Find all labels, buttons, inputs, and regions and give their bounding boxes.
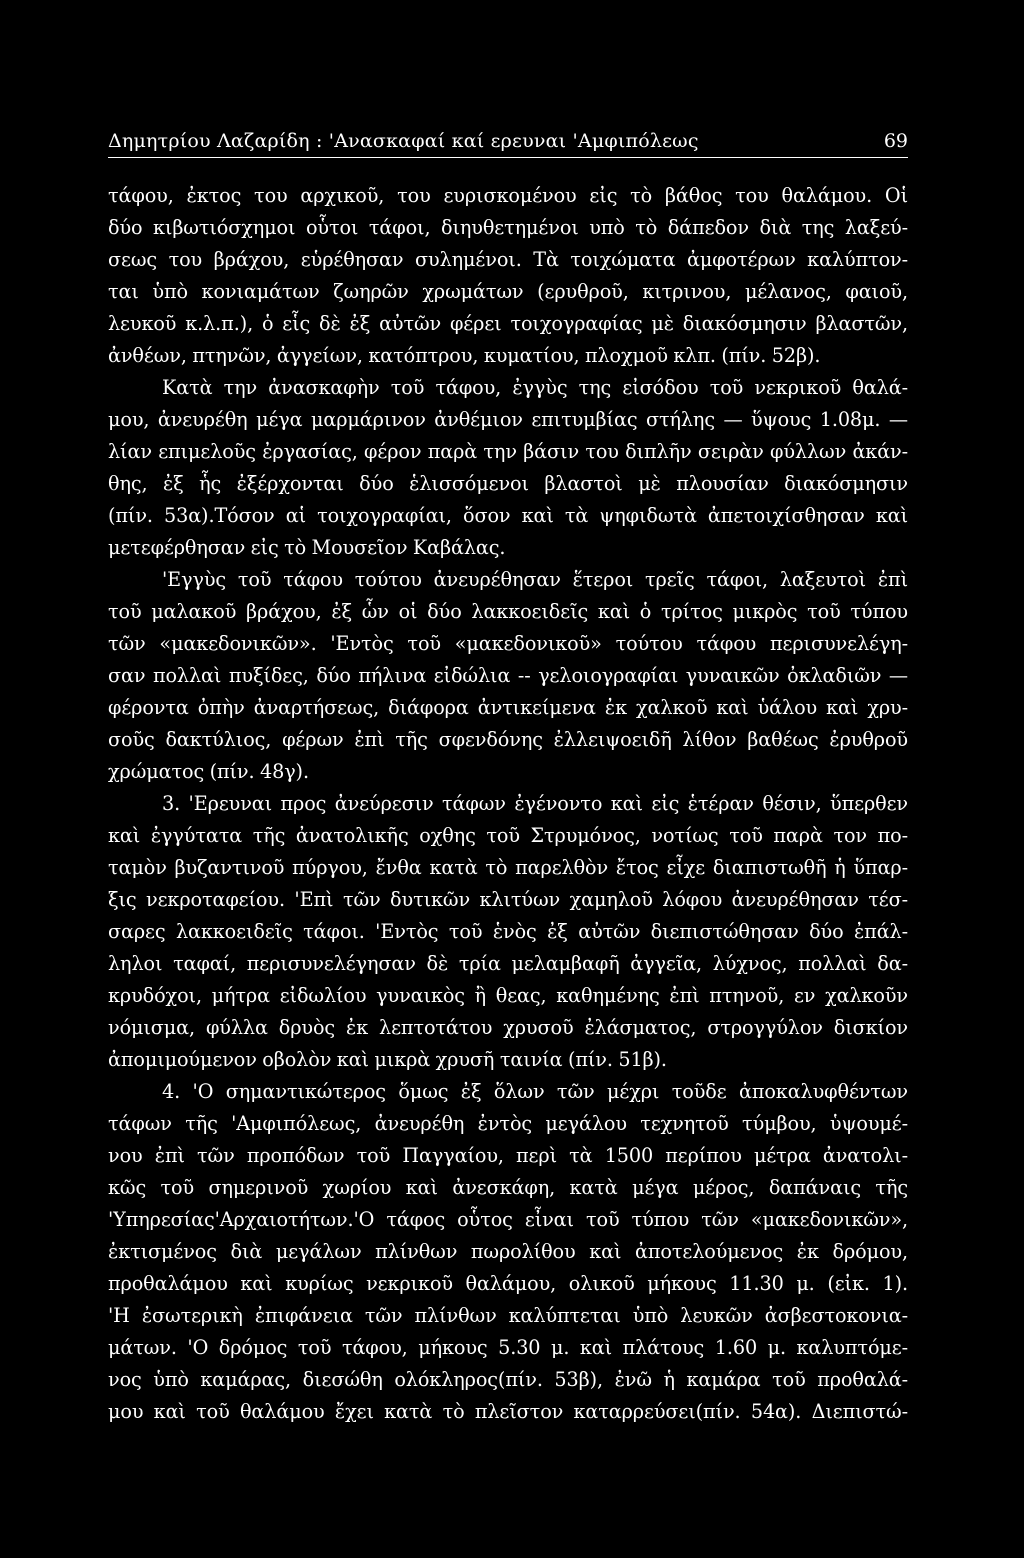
text-line: 4. 'Ο σημαντικώτερος ὅμως ἐξ ὅλων τῶν μέχρι τοῦδε ἀποκαλυφθέντων	[162, 1080, 908, 1103]
text-line: τάφων τῆς 'Αμφιπόλεως, ἀνευρέθη ἐντὸς μεγάλου τεχνητοῦ τύμβου, ὑψουμέ-	[108, 1112, 908, 1135]
text-line: Κατὰ την ἀνασκαφὴν τοῦ τάφου, ἐγγὺς της εἰσόδου τοῦ νεκρικοῦ θαλά-	[162, 376, 908, 399]
text-line: σεως του βράχου, εὑρέθησαν συλημένοι. Τὰ τοιχώματα ἀμφοτέρων καλύπτον-	[108, 248, 908, 271]
text-line: 'Εγγὺς τοῦ τάφου τούτου ἀνευρέθησαν ἕτεροι τρεῖς τάφοι, λαξευτοὶ ἐπὶ	[162, 568, 908, 591]
text-line: 'Η ἐσωτερικὴ ἐπιφάνεια τῶν πλίνθων καλύπτεται ὑπὸ λευκῶν ἀσβεστοκονια-	[108, 1304, 908, 1327]
text-line: προθαλάμου καὶ κυρίως νεκρικοῦ θαλάμου, ολικοῦ μήκους 11.30 μ. (εἰκ. 1).	[108, 1272, 908, 1295]
text-line: θης, ἐξ ἧς ἐξέρχονται δύο ἑλισσόμενοι βλαστοὶ μὲ πλουσίαν διακόσμησιν	[108, 472, 908, 495]
text-line: νόμισμα, φύλλα δρυὸς ἐκ λεπτοτάτου χρυσοῦ ἐλάσματος, στρογγύλον δισκίον	[108, 1016, 908, 1039]
text-line: ταμὸν βυζαντινοῦ πύργου, ἔνθα κατὰ τὸ παρελθὸν ἔτος εἶχε διαπιστωθῆ ἡ ὕπαρ-	[108, 856, 908, 879]
running-header	[108, 130, 908, 160]
text-line: ἀπομιμούμενον οβολὸν καὶ μικρὰ χρυσῆ ταινία (πίν. 51β).	[108, 1048, 667, 1071]
text-line: χρώματος (πίν. 48γ).	[108, 760, 309, 783]
text-line: νος ὑπὸ καμάρας, διεσώθη ολόκληρος(πίν. 53β), ἐνῶ ἡ καμάρα τοῦ προθαλά-	[108, 1368, 908, 1391]
text-line: τάφου, ἐκτος του αρχικοῦ, του ευρισκομένου εἰς τὸ βάθος του θαλάμου. Οἱ	[108, 184, 908, 207]
text-line: 3. 'Ερευναι προς ἀνεύρεσιν τάφων ἐγένοντο καὶ εἰς ἑτέραν θέσιν, ὕπερθεν	[162, 792, 908, 815]
text-line: μου καὶ τοῦ θαλάμου ἔχει κατὰ τὸ πλεῖστον καταρρεύσει(πίν. 54α). Διεπιστώ-	[108, 1400, 908, 1423]
text-line: ἐκτισμένος διὰ μεγάλων πλίνθων πωρολίθου καὶ ἀποτελούμενος ἐκ δρόμου,	[108, 1240, 908, 1263]
text-line: σοῦς δακτύλιος, φέρων ἐπὶ τῆς σφενδόνης ἐλλειψοειδῆ λίθον βαθέως ἐρυθροῦ	[108, 728, 908, 751]
text-line: μάτων. 'Ο δρόμος τοῦ τάφου, μήκους 5.30 μ. καὶ πλάτους 1.60 μ. καλυπτόμε-	[108, 1336, 908, 1359]
text-line: τοῦ μαλακοῦ βράχου, ἐξ ὧν οἱ δύο λακκοειδεῖς καὶ ὁ τρίτος μικρὸς τοῦ τύπου	[108, 600, 908, 623]
text-line: ἀνθέων, πτηνῶν, ἀγγείων, κατόπτρου, κυματίου, πλοχμοῦ κλπ. (πίν. 52β).	[108, 344, 821, 367]
text-line: κρυδόχοι, μήτρα εἰδωλίου γυναικὸς ἢ θεας, καθημένης ἐπὶ πτηνοῦ, εν χαλκοῦν	[108, 984, 908, 1007]
text-line: δύο κιβωτιόσχημοι οὗτοι τάφοι, διηυθετημένοι υπὸ τὸ δάπεδον διὰ της λαξεύ-	[108, 216, 908, 239]
text-line: σαν πολλαὶ πυξίδες, δύο πήλινα εἰδώλια -- γελοιογραφίαι γυναικῶν ὀκλαδιῶν —	[108, 664, 908, 687]
text-line: μετεφέρθησαν εἰς τὸ Μουσεῖον Καβάλας.	[108, 536, 506, 559]
page-number: 69	[883, 130, 908, 152]
text-line: λίαν επιμελοῦς ἐργασίας, φέρον παρὰ την βάσιν του διπλῆν σειρὰν φύλλων ἀκάν-	[108, 440, 908, 463]
header-title: Δημητρίου Λαζαρίδη : 'Ανασκαφαί καί ερευναι 'Αμφιπόλεως	[108, 130, 699, 152]
text-line: φέροντα ὀπὴν ἀναρτήσεως, διάφορα ἀντικείμενα ἐκ χαλκοῦ καὶ ὑάλου καὶ χρυ-	[108, 696, 908, 719]
text-line: ξις νεκροταφείου. 'Επὶ τῶν δυτικῶν κλιτύων χαμηλοῦ λόφου ἀνευρέθησαν τέσ-	[108, 888, 908, 911]
text-line: τῶν «μακεδονικῶν». 'Εντὸς τοῦ «μακεδονικοῦ» τούτου τάφου περισυνελέγη-	[108, 632, 908, 655]
text-line: νου ἐπὶ τῶν προπόδων τοῦ Παγγαίου, περὶ τὰ 1500 περίπου μέτρα ἀνατολι-	[108, 1144, 908, 1167]
header-rule	[108, 157, 908, 158]
text-line: λευκοῦ κ.λ.π.), ὁ εἷς δὲ ἐξ αὐτῶν φέρει τοιχογραφίας μὲ διακόσμησιν βλαστῶν,	[108, 312, 908, 335]
text-line: καὶ ἐγγύτατα τῆς ἀνατολικῆς οχθης τοῦ Στρυμόνος, νοτίως τοῦ παρὰ τον πο-	[108, 824, 908, 847]
text-line: σαρες λακκοειδεῖς τάφοι. 'Εντὸς τοῦ ἑνὸς ἐξ αὐτῶν διεπιστώθησαν δύο ἐπάλ-	[108, 920, 908, 943]
text-line: μου, ἀνευρέθη μέγα μαρμάρινον ἀνθέμιον επιτυμβίας στήλης — ὕψους 1.08μ. —	[108, 408, 908, 431]
text-line: ληλοι ταφαί, περισυνελέγησαν δὲ τρία μελαμβαφῆ ἀγγεῖα, λύχνος, πολλαὶ δα-	[108, 952, 908, 975]
text-line: 'Υπηρεσίας'Αρχαιοτήτων.'Ο τάφος οὗτος εἶναι τοῦ τύπου τῶν «μακεδονικῶν»,	[108, 1208, 908, 1231]
text-line: (πίν. 53α).Τόσον αἱ τοιχογραφίαι, ὅσον καὶ τὰ ψηφιδωτὰ ἀπετοιχίσθησαν καὶ	[108, 504, 908, 527]
text-line: κῶς τοῦ σημερινοῦ χωρίου καὶ ἀνεσκάφη, κατὰ μέγα μέρος, δαπάναις τῆς	[108, 1176, 908, 1199]
text-line: ται ὑπὸ κονιαμάτων ζωηρῶν χρωμάτων (ερυθροῦ, κιτρινου, μέλανος, φαιοῦ,	[108, 280, 908, 303]
